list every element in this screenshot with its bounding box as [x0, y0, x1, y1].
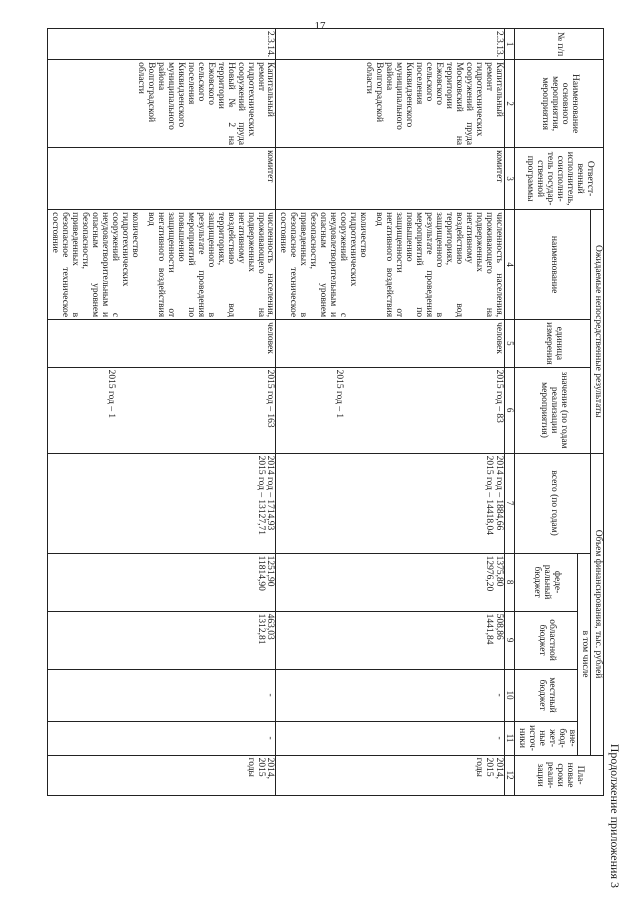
- result-structures-value: 2015 год – 1: [105, 369, 116, 419]
- result-unit: человек: [276, 320, 504, 367]
- header-funding-group: Объем финансирования, тыс. рублей: [591, 453, 604, 755]
- term-line-2: 2015: [483, 757, 494, 777]
- term-line-3: годы: [473, 757, 484, 777]
- table-row: [276, 29, 504, 796]
- funding-table: [47, 28, 604, 796]
- header-terms: Пла-новые сроки реали-зации: [515, 755, 604, 795]
- local-budget: -: [48, 669, 276, 721]
- header-federal: феде-ральный бюджет: [515, 553, 578, 611]
- result-population-name: численность населения, проживающего на подверженных негативному воздействию вод территориях, защищенного в результате проведения мероприятий по повышению защищенности от негативного воздействия вод: [374, 212, 504, 318]
- extrabudget: -: [276, 721, 504, 755]
- colnum-7: 7: [504, 453, 514, 553]
- colnum-6: 6: [504, 367, 514, 453]
- result-values-cell: [48, 367, 276, 453]
- term-line-2: 2015: [255, 757, 266, 777]
- term-line-1: 2014,: [493, 757, 504, 779]
- colnum-11: 11: [504, 721, 514, 755]
- term-line-1: 2014,: [265, 757, 276, 779]
- executor: комитет: [276, 148, 504, 210]
- terms-cell: [276, 755, 504, 795]
- rotated-table-sheet: [50, 28, 628, 888]
- colnum-10: 10: [504, 669, 514, 721]
- header-executor: Ответст-венный исполнитель, соисполни-тель государ-ственной программы: [515, 148, 604, 210]
- result-population-name: численность населения, проживающего на подверженных негативному воздействию вод территориях, защищенного в результате проведения мероприятий по повышению защищенности от негативного воздействия вод: [145, 212, 276, 318]
- federal-2014: 1251,90: [265, 555, 276, 587]
- regional-2015: 1312,81: [255, 613, 266, 645]
- colnum-5: 5: [504, 320, 514, 367]
- federal-cell: [48, 553, 276, 611]
- colnum-8: 8: [504, 553, 514, 611]
- column-number-row: [504, 29, 514, 796]
- total-2015: 2015 год – 14418,04: [483, 455, 494, 536]
- result-population-value: 2015 год – 83: [493, 369, 504, 423]
- measure-name: Капитальный ремонт гидротехнических сооружений пруда Московский на территории Ежовского сельского поселения Киквидзенского муниципального района Волгоградской области: [276, 60, 504, 148]
- result-names-cell: [276, 210, 504, 320]
- header-result-value: значение (по годам реализации мероприятия): [515, 367, 591, 453]
- term-line-3: годы: [245, 757, 256, 777]
- regional-2014: 463,03: [265, 613, 276, 640]
- total-2014: 2014 год – 1714,93: [265, 455, 276, 531]
- terms-cell: [48, 755, 276, 795]
- federal-2015: 11814,90: [255, 555, 266, 591]
- result-population-value: 2015 год – 163: [265, 369, 276, 428]
- total-2015: 2015 год – 13127,71: [255, 455, 266, 536]
- result-unit: человек: [48, 320, 276, 367]
- regional-cell: [276, 611, 504, 669]
- colnum-2: 2: [504, 60, 514, 148]
- table-row: [48, 29, 276, 796]
- header-result-name: наименование: [515, 210, 591, 320]
- header-extrabudget: вне-бюд-жет-ные источ-ники: [515, 721, 578, 755]
- header-total: всего (по годам): [515, 453, 591, 553]
- local-budget: -: [276, 669, 504, 721]
- federal-2015: 12976,20: [483, 555, 494, 592]
- result-structures-value: 2015 год – 1: [333, 369, 344, 419]
- header-measure: Наименование основного мероприятия, мероприятия: [515, 60, 604, 148]
- federal-2014: 1375,80: [493, 555, 504, 587]
- header-results-group: Ожидаемые непосредственные результаты: [591, 210, 604, 453]
- result-values-cell: [276, 367, 504, 453]
- continuation-title: Продолжение приложения 3: [608, 743, 622, 888]
- result-names-cell: [48, 210, 276, 320]
- result-structures-name: количество гидротехнических сооружений с неудовлетворительным и опасным уровнем безопасности, приведенных в безопасное техническое состояние: [278, 212, 369, 318]
- extrabudget: -: [48, 721, 276, 755]
- header-result-unit: единица измерения: [515, 320, 591, 367]
- header-including: в том числе: [578, 553, 591, 755]
- colnum-1: 1: [504, 29, 514, 60]
- header-row-1: [591, 29, 604, 796]
- row-number: 2.3.14.: [48, 29, 276, 60]
- row-number: 2.3.13.: [276, 29, 504, 60]
- result-structures-name: количество гидротехнических сооружений с неудовлетворительным и опасным уровнем безопасности, приведенных в безопасное техническое состояние: [50, 212, 140, 318]
- regional-2015: 1441,84: [483, 613, 494, 645]
- measure-name: Капитальный ремонт гидротехнических сооружений пруда Новый № 2 на территории Ежовского сельского поселения Киквидзенского муниципального района Волгоградской области: [48, 60, 276, 148]
- total-cell: [48, 453, 276, 553]
- header-num: № п/п: [515, 29, 604, 60]
- total-2014: 2014 год – 1884,66: [493, 455, 504, 531]
- federal-cell: [276, 553, 504, 611]
- executor: комитет: [48, 148, 276, 210]
- header-regional: областной бюджет: [515, 611, 578, 669]
- header-local: местный бюджет: [515, 669, 578, 721]
- total-cell: [276, 453, 504, 553]
- regional-cell: [48, 611, 276, 669]
- colnum-3: 3: [504, 148, 514, 210]
- page-number: 17: [314, 20, 326, 32]
- regional-2014: 508,86: [493, 613, 504, 640]
- colnum-12: 12: [504, 755, 514, 795]
- colnum-4: 4: [504, 210, 514, 320]
- colnum-9: 9: [504, 611, 514, 669]
